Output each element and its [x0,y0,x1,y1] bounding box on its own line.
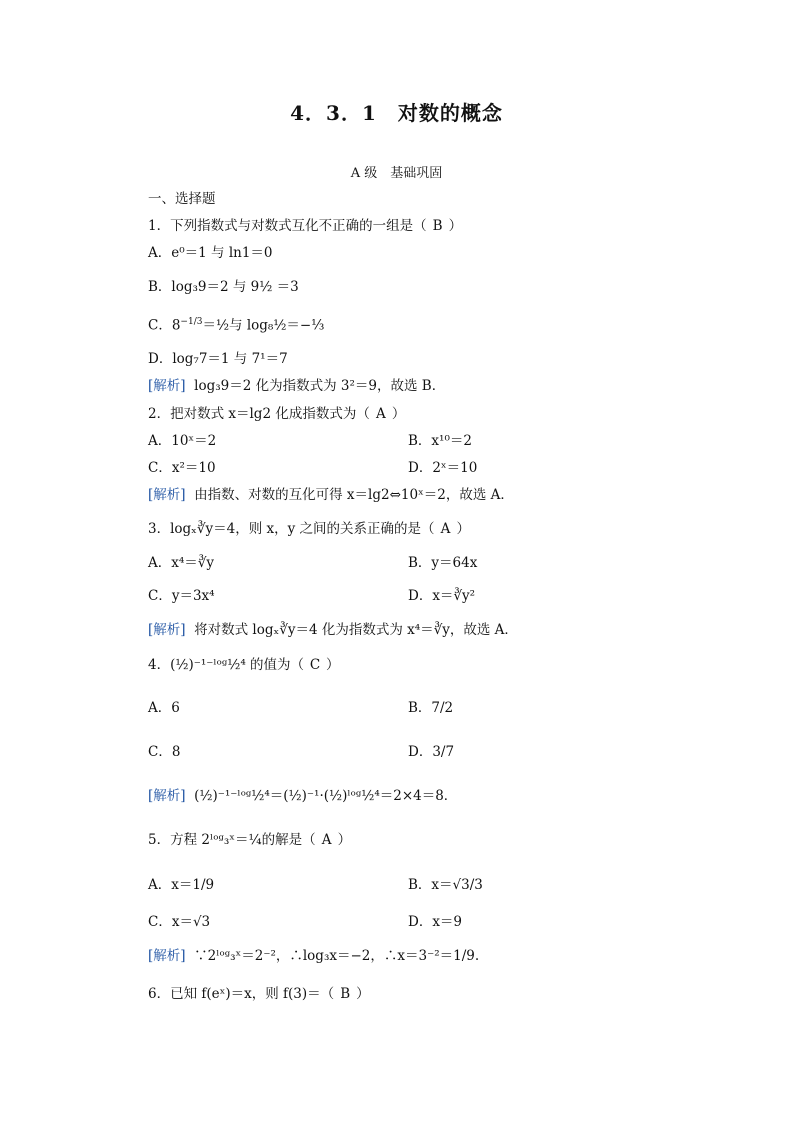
question-2-analysis: [解析] 由指数、对数的互化可得 x＝lg2⇔10ˣ＝2，故选 A． [148,487,514,503]
question-4-analysis: [解析] (½)⁻¹⁻ˡᵒᵍ½⁴＝(½)⁻¹·(½)ˡᵒᵍ½⁴＝2×4＝8． [148,788,458,804]
question-3-answer: A [440,521,451,537]
question-6-stem: 6．已知 f(eˣ)＝x，则 f(3)＝（ [148,986,335,1002]
question-1-option-c: C．$8^{-1/3}=\frac{1}{2}$与 log₈½＝−⅓ [148,317,325,334]
question-1-stem: 1．下列指数式与对数式互化不正确的一组是（ [148,218,427,234]
question-5-option-b: B．x＝√3/3 [408,877,483,893]
question-3-option-d: D．x＝∛y² [408,588,476,604]
question-4-option-c: C．8 [148,744,181,760]
question-1-option-a: A．e⁰＝1 与 ln1＝0 [148,245,273,261]
question-3-option-b: B．y＝64x [408,555,478,571]
page-title: 4．3．1 对数的概念 [290,101,503,125]
question-1-analysis: [解析] log₃9＝2 化为指数式为 3²＝9，故选 B． [148,378,446,394]
question-4-stem: 4．(½)⁻¹⁻ˡᵒᵍ½⁴ 的值为（ [148,657,305,673]
question-6: 6．已知 f(eˣ)＝x，则 f(3)＝（ B ） [148,986,370,1002]
analysis-tag: [解析] [148,788,186,804]
analysis-tag: [解析] [148,948,186,964]
question-2-option-d: D．2ˣ＝10 [408,460,478,476]
question-4-option-b: B．7/2 [408,700,454,716]
question-3: 3．logₓ∛y＝4，则 x，y 之间的关系正确的是（ A ） [148,521,471,537]
question-2-option-a: A．10ˣ＝2 [148,433,217,449]
question-5-analysis: [解析] ∵2ˡᵒᵍ₃ˣ＝2⁻²，∴log₃x＝−2，∴x＝3⁻²＝1/9. [148,948,480,964]
question-4-option-a: A．6 [148,700,180,716]
question-4-answer: C [309,657,321,673]
question-5-option-c: C．x＝√3 [148,914,211,930]
question-5-answer: A [321,832,332,848]
question-1-option-b: B．log₃9＝2 与 9½ ＝3 [148,279,299,295]
question-5-stem: 5．方程 2ˡᵒᵍ₃ˣ＝¼的解是（ [148,832,316,848]
question-5-option-a: A．x＝1/9 [148,877,215,893]
question-1: 1．下列指数式与对数式互化不正确的一组是（ B ） [148,218,463,234]
analysis-tag: [解析] [148,622,186,638]
analysis-tag: [解析] [148,487,186,503]
question-2-answer: A [375,406,386,422]
question-5-option-d: D．x＝9 [408,914,463,930]
question-6-answer: B [340,986,351,1002]
question-3-stem: 3．logₓ∛y＝4，则 x，y 之间的关系正确的是（ [148,521,435,537]
question-3-option-a: A．x⁴＝∛y [148,555,215,571]
analysis-tag: [解析] [148,378,186,394]
question-2: 2．把对数式 x＝lg2 化成指数式为（ A ） [148,406,406,422]
question-4-option-d: D．3/7 [408,744,455,760]
section-heading: 一、选择题 [148,191,216,207]
question-5: 5．方程 2ˡᵒᵍ₃ˣ＝¼的解是（ A ） [148,832,352,848]
question-2-option-c: C．x²＝10 [148,460,216,476]
level-heading: A 级 基础巩固 [350,166,443,181]
question-1-option-d: D．log₇7＝1 与 7¹＝7 [148,351,288,367]
question-1-answer: B [432,218,443,234]
question-2-option-b: B．x¹⁰＝2 [408,433,472,449]
question-3-analysis: [解析] 将对数式 logₓ∛y＝4 化为指数式为 x⁴＝∛y，故选 A． [148,622,518,638]
question-3-option-c: C．y＝3x⁴ [148,588,215,604]
question-4: 4．(½)⁻¹⁻ˡᵒᵍ½⁴ 的值为（ C ） [148,657,340,673]
question-2-stem: 2．把对数式 x＝lg2 化成指数式为（ [148,406,370,422]
